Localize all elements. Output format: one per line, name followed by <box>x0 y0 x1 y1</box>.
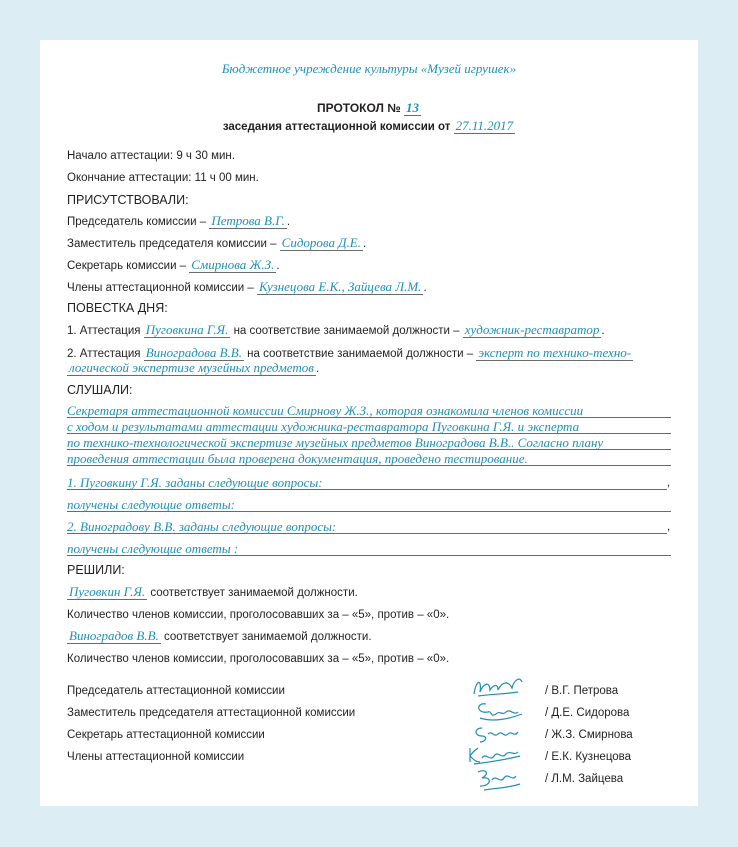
question-1-line <box>67 474 667 490</box>
meeting-date: 27.11.2017 <box>455 118 514 133</box>
secretary-dot: . <box>276 260 280 272</box>
agenda-item-1-position: художник-реставратор <box>464 322 600 337</box>
deputy-line <box>67 236 366 251</box>
sig-role-4: Члены аттестационной комиссии <box>67 751 245 763</box>
heard-line-4 <box>67 450 671 466</box>
heard-text-4: проведения аттестации была проверена документация, проведено тестирование. <box>67 451 528 466</box>
agenda-title: ПОВЕСТКА ДНЯ: <box>67 301 168 315</box>
agenda-item-2-cont <box>67 361 319 376</box>
question-1-comma: , <box>667 477 671 489</box>
chair-name: Петрова В.Г. <box>211 213 285 228</box>
heard-line-1 <box>67 402 671 418</box>
org-name: Бюджетное учреждение культуры «Музей игрушек» <box>221 61 517 76</box>
sig-name-3: / Ж.З. Смирнова <box>545 729 633 741</box>
present-title: ПРИСУТСТВОВАЛИ: <box>67 193 189 207</box>
start-time: Начало аттестации: 9 ч 30 мин. <box>67 150 235 162</box>
chair-label: Председатель комиссии – <box>67 216 207 228</box>
question-2-line <box>67 518 667 534</box>
deputy-name: Сидорова Д.Е. <box>281 235 361 250</box>
protocol-document <box>40 40 698 806</box>
members-dot: . <box>423 282 427 294</box>
secretary-name: Смирнова Ж.З. <box>191 257 275 272</box>
chair-dot: . <box>286 216 291 228</box>
agenda-item-1-text: на соответствие занимаемой должности – <box>233 325 460 337</box>
heard-text-1: Секретаря аттестационной комиссии Смирнову Ж.З., которая ознакомила членов комиссии <box>67 403 584 418</box>
answer-2-text: получены следующие ответы : <box>67 541 239 556</box>
secretary-label: Секретарь комиссии – <box>67 260 187 272</box>
decision-1-name: Пуговкин Г.Я. <box>69 584 146 599</box>
decision-1-result: соответствует занимаемой должности. <box>150 587 358 599</box>
meeting-line <box>40 119 698 134</box>
members-label: Члены аттестационной комиссии – <box>67 282 254 294</box>
decision-2-result: соответствует занимаемой должности. <box>164 631 372 643</box>
heard-line-3 <box>67 434 671 450</box>
answer-1-text: получены следующие ответы: <box>67 497 235 512</box>
agenda-item-2-text: на соответствие занимаемой должности – <box>247 348 474 360</box>
decided-title: РЕШИЛИ: <box>67 563 125 577</box>
deputy-dot: . <box>362 238 367 250</box>
agenda-item-2-name: Виноградова В.В. <box>145 345 242 360</box>
sig-name-5: / Л.М. Зайцева <box>545 773 624 785</box>
meeting-label: заседания аттестационной комиссии от <box>222 121 451 133</box>
agenda-item-2 <box>67 346 633 361</box>
agenda-item-2-prefix: 2. Аттестация <box>67 348 141 360</box>
end-time: Окончание аттестации: 11 ч 00 мин. <box>67 172 259 184</box>
agenda-item-1-name: Пуговкина Г.Я. <box>145 322 229 337</box>
question-1-text: 1. Пуговкину Г.Я. заданы следующие вопросы: <box>67 475 323 490</box>
agenda-item-2-position-1: эксперт по технико-техно- <box>478 345 632 360</box>
heard-title: СЛУШАЛИ: <box>67 383 133 397</box>
agenda-item-1 <box>67 323 605 338</box>
members-line <box>67 280 427 295</box>
agenda-item-2-position-2: логической экспертизе музейных предметов <box>69 360 314 375</box>
protocol-number: 13 <box>406 100 419 115</box>
deputy-label: Заместитель председателя комиссии – <box>67 238 277 250</box>
vote-1: Количество членов комиссии, проголосовавших за – «5», против – «0». <box>67 609 450 621</box>
decision-1 <box>67 585 358 600</box>
agenda-item-2-dot: . <box>315 363 320 375</box>
answer-1-line <box>67 496 671 512</box>
agenda-item-1-dot: . <box>601 325 605 337</box>
question-2-text: 2. Виноградову В.В. заданы следующие вопросы: <box>67 519 337 534</box>
sig-role-2: Заместитель председателя аттестационной комиссии <box>67 707 356 719</box>
chair-line <box>67 214 290 229</box>
sig-role-1: Председатель аттестационной комиссии <box>67 685 285 697</box>
sig-role-3: Секретарь аттестационной комиссии <box>67 729 265 741</box>
agenda-item-1-prefix: 1. Аттестация <box>67 325 141 337</box>
vote-2: Количество членов комиссии, проголосовавших за – «5», против – «0». <box>67 653 450 665</box>
question-2-comma: , <box>667 521 671 533</box>
decision-2 <box>67 629 372 644</box>
protocol-title <box>40 101 698 115</box>
heard-line-2 <box>67 418 671 434</box>
protocol-label: ПРОТОКОЛ № <box>316 101 401 115</box>
members-names: Кузнецова Е.К., Зайцева Л.М. <box>258 279 422 294</box>
decision-2-name: Виноградов В.В. <box>69 628 159 643</box>
answer-2-line <box>67 540 671 556</box>
secretary-line <box>67 258 280 273</box>
signature-zaitseva <box>472 764 526 794</box>
sig-name-4: / Е.К. Кузнецова <box>545 751 632 763</box>
heard-text-2: с ходом и результатами аттестации художника-реставратора Пуговкина Г.Я. и эксперта <box>67 419 580 434</box>
sig-name-2: / Д.Е. Сидорова <box>545 707 630 719</box>
heard-text-3: по технико-технологической экспертизе музейных предметов Виноградова В.В.. Согласно плану <box>67 435 604 450</box>
sig-name-1: / В.Г. Петрова <box>545 685 619 697</box>
